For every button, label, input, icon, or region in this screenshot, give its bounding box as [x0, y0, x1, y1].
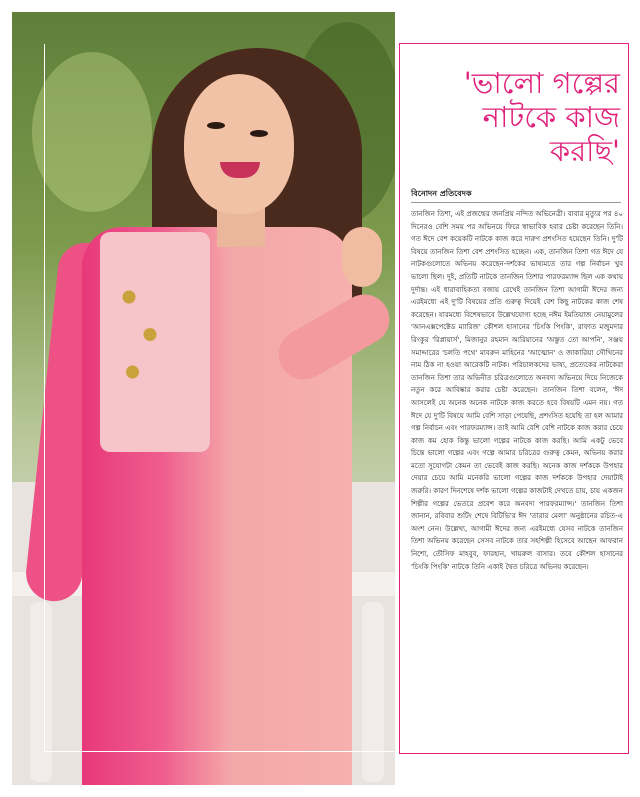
- byline-rule: [411, 202, 621, 203]
- article-body: তানজিন তিশা, এই প্রজন্মের জনপ্রিয় নন্দিত অভিনেত্রী। বাবার মৃত্যুর পর ৪০ দিনেরও বেশি সময় পর অভিনয়ে ফিরে স্বাভাবিক হবার চেষ্টা করেছেন তিনি। গত ঈদে বেশ কয়েকটি নাটকে কাজ করে দারুণ প্রশংসিত হয়েছেন তিনি। দু'টি বিষয়ে তানজিন তিশা বেশ প্রশংসিত হচ্ছেন। এক, তানজিন তিশা গত ঈদে যে নাটকগুলোতে অভিনয় করেছেন-দর্শকের ভাষ্যমতে তার গল্প নির্বাচন খুব ভালো ছিল। দুই, প্রতিটি নাটকে তানজিন তিশার পারফরম্যান্স ছিল এক কথায় দুর্দান্ত। এই ধারাবাহিকতা বজায় রেখেই তানজিন তিশা আগামী ঈদের জন্য এরইমধ্যে এই দু'টি বিষয়ের প্রতি গুরুত্ব দিয়েই বেশ কিছু নাটকের কাজ শেষ করেছেন। যারমধ্যে বিশেষভাবে উল্লেখযোগ্য হচ্ছে নঈম ইমতিয়াজ নেয়ামুলের 'আনএক্সপেক্টেড ম্যারিজ' কৌশল হাসানের 'চিংকি পিংকি', রাফাত মজুমদার রিংকুর 'রিপ্লায়ার্স', মিজানুর রহমান আরিয়ানের 'অস্তুত তো আপনি', সঞ্জয় সমাদ্দারের 'চলতি পথে' মাবরুন মাহিনের 'আত্মোন' ও জাকারিয়া সৌখিনের নাম ঠিক না হওয়া আরেকটি নাটক। পরিচালকদের ভাষ্য, প্রত্যেকের নাটকেরা তানজিন তিশা তার অভিনীত চরিত্রগুলোতে অনবদ্য অভিনয়ে দিয়ে নিজেকে নতুন করে আবিষ্কার করার চেষ্টা করেছেন। তানজিন তিশা বলেন, 'ঈদ আসলেই যে অনেক অনেক নাটকে কাজ করতে হবে বিষয়টি এমন নয়। গত ঈদে যে দু'টি বিষয়ে আমি বেশি সাড়া পেয়েছি, প্রশংসিত হয়েছি তা হল আমার গল্প নির্বাচন এবং পারফরম্যান্স। তাই আমি বেশি বেশি নাটকে কাজ করার চেয়ে কাজ কম হোক কিন্তু ভালো গল্পের নাটকে কাজ করছি। আমি একটু ভেবে চিন্তে ভালো গল্পের এবং গল্পে আমার চরিত্রের গুরুত্ব কেমন, অভিনয় করার মতো সুযোগটা কেমন তা ভেবেই কাজ করছি। অনেক কাজ দর্শককে উপহার দেয়ার চেয়ে আমি মনেকরি ভালো গল্পের কাজ দর্শককে উপহার দেয়াটাই জরুরি। কারণ দিনশেষে দর্শক ভালো গল্পের কাজটাই দেখতে চায়, চায় একজন শিল্পীর গল্পের ভেতরে প্রবেশ করে অনবদ্য পারফরম্যান্স।' তানজিন তিশা জানান, রবিবার শুটিং শেষে বিটিভি'র ঈদ 'তারার মেলা' অনুষ্ঠানের রচিত-এ অংশ নেন। উল্লেখ্য, আগামী ঈদের জন্য এরইমধ্যে যেসব নাটকে তানজিন তিশা অভিনয় করেছেন সেসব নাটকে তার সহশিল্পী হিসেবে আছেন আফরান নিশো, তৌসিফ মাহবুব, ফারহান, খায়রুল বাসার। তবে কৌশল হাসানের 'চিংকি পিংকি' নাটকে তিনি একাই দ্বৈত চরিত্রে অভিনয় করেছেন।: [411, 210, 623, 571]
- balcony-post: [362, 602, 384, 782]
- article-box: [399, 43, 629, 754]
- article-byline: বিনোদন প্রতিবেদক: [411, 189, 472, 198]
- background-foliage: [32, 52, 152, 212]
- article-headline: 'ভালো গল্পের নাটকে কাজ করছি': [463, 66, 620, 168]
- eye: [207, 122, 225, 129]
- hand: [342, 227, 382, 287]
- cover-photo: [12, 12, 395, 785]
- face: [184, 74, 294, 214]
- dress-embroidery: [108, 252, 178, 402]
- balcony-post: [30, 602, 52, 782]
- eye: [250, 130, 268, 137]
